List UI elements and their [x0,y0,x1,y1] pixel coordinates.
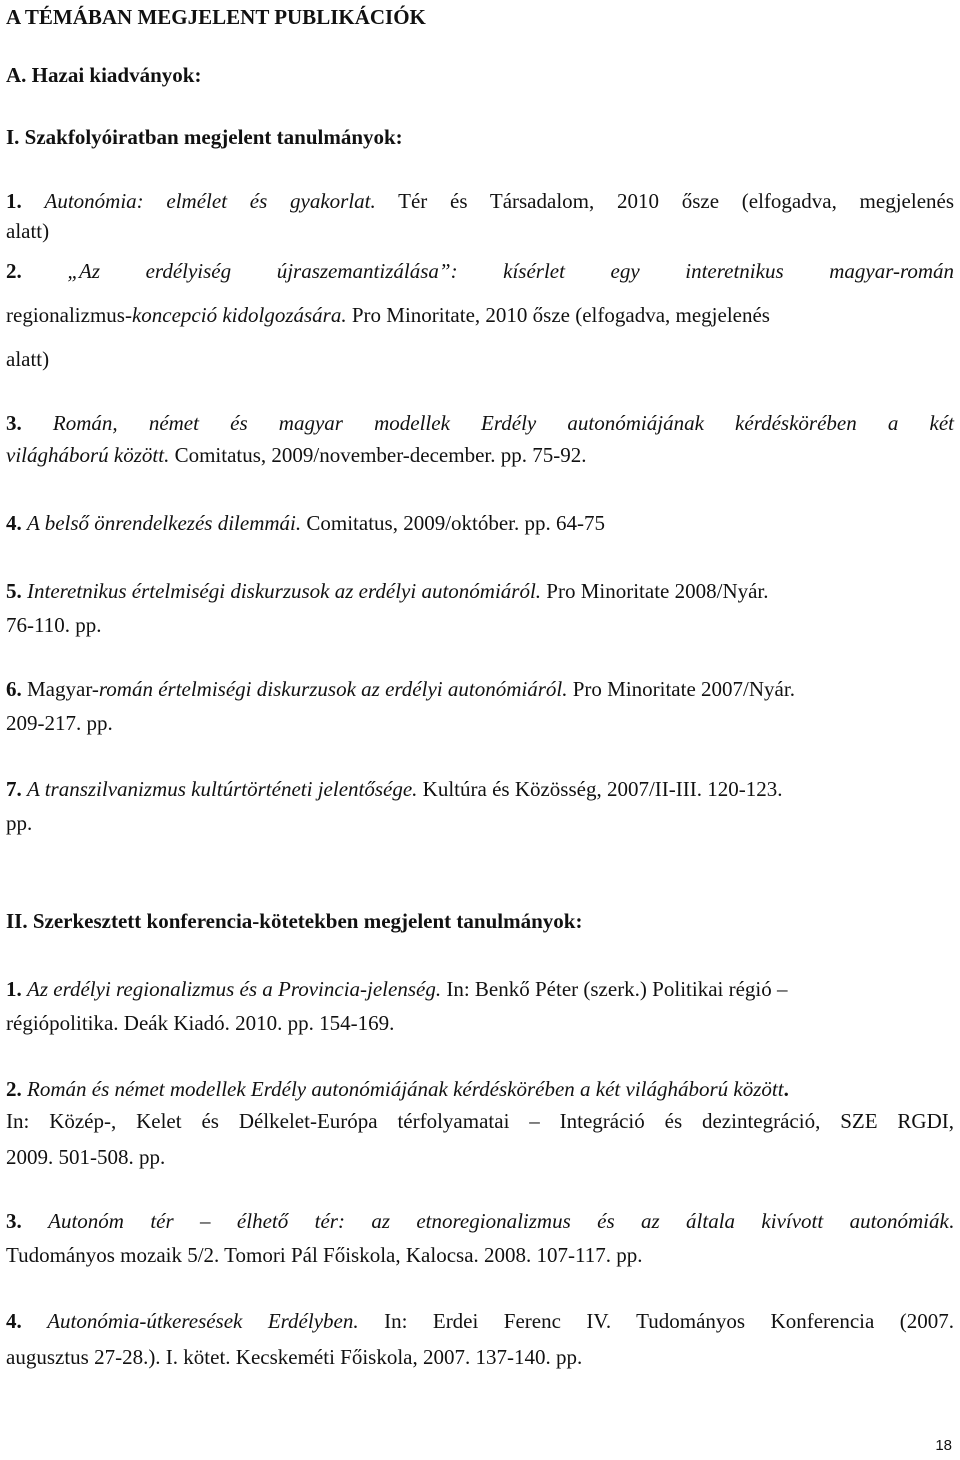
list-item-continuation: pp. [6,811,33,835]
list-item-continuation: 209-217. pp. [6,711,113,735]
list-item: 7. A transzilvanizmus kultúrtörténeti jelentősége. Kultúra és Közösség, 2007/II-III. 120-123. [6,777,783,801]
list-item-continuation: regionalizmus-koncepció kidolgozására. Pro Minoritate, 2010 ősze (elfogadva, megjelenés [6,303,770,327]
list-item: 1. Az erdélyi regionalizmus és a Provincia-jelenség. In: Benkő Péter (szerk.) Politikai régió – [6,977,788,1001]
list-item: 5. Interetnikus értelmiségi diskurzusok az erdélyi autonómiáról. Pro Minoritate 2008/Nyár. [6,579,769,603]
list-item-continuation: 76-110. pp. [6,613,102,637]
list-item-continuation: In: Közép-, Kelet és Délkelet-Európa térfolyamatai – Integráció és dezintegráció, SZE RGDI, [6,1109,954,1133]
list-item-continuation: alatt) [6,347,50,371]
list-item: 3. Autonóm tér – élhető tér: az etnoregionalizmus és az általa kivívott autonómiák. [6,1209,955,1233]
page-title: A TÉMÁBAN MEGJELENT PUBLIKÁCIÓK [6,5,426,29]
section-heading-1: I. Szakfolyóiratban megjelent tanulmányok: [6,125,403,149]
list-item-continuation: 2009. 501-508. pp. [6,1145,166,1169]
list-item-continuation: augusztus 27-28.). I. kötet. Kecskeméti Főiskola, 2007. 137-140. pp. [6,1345,583,1369]
list-item-continuation: Tudományos mozaik 5/2. Tomori Pál Főiskola, Kalocsa. 2008. 107-117. pp. [6,1243,643,1267]
list-item: 2. Román és német modellek Erdély autonómiájának kérdéskörében a két világháború között. [6,1077,789,1101]
list-item-continuation: régiópolitika. Deák Kiadó. 2010. pp. 154-169. [6,1011,395,1035]
list-item: 4. A belső önrendelkezés dilemmái. Comitatus, 2009/október. pp. 64-75 [6,511,606,535]
list-item: 4. Autonómia-útkeresések Erdélyben. In: Erdei Ferenc IV. Tudományos Konferencia (2007. [6,1309,955,1333]
section-heading-2: II. Szerkesztett konferencia-kötetekben megjelent tanulmányok: [6,909,583,933]
list-item-continuation: alatt) [6,219,50,243]
list-item: 2. „Az erdélyiség újraszemantizálása”: kísérlet egy interetnikus magyar-román [6,259,955,283]
subtitle-hazai: A. Hazai kiadványok: [6,63,202,87]
list-item: 6. Magyar-román értelmiségi diskurzusok az erdélyi autonómiáról. Pro Minoritate 2007/Nyár. [6,677,795,701]
list-item-continuation: világháború között. Comitatus, 2009/november-december. pp. 75-92. [6,443,587,467]
list-item: 3. Román, német és magyar modellek Erdély autonómiájának kérdéskörében a két [6,411,955,435]
page-number: 18 [935,1437,952,1454]
list-item: 1. Autonómia: elmélet és gyakorlat. Tér és Társadalom, 2010 ősze (elfogadva, megjelenés [6,189,955,213]
